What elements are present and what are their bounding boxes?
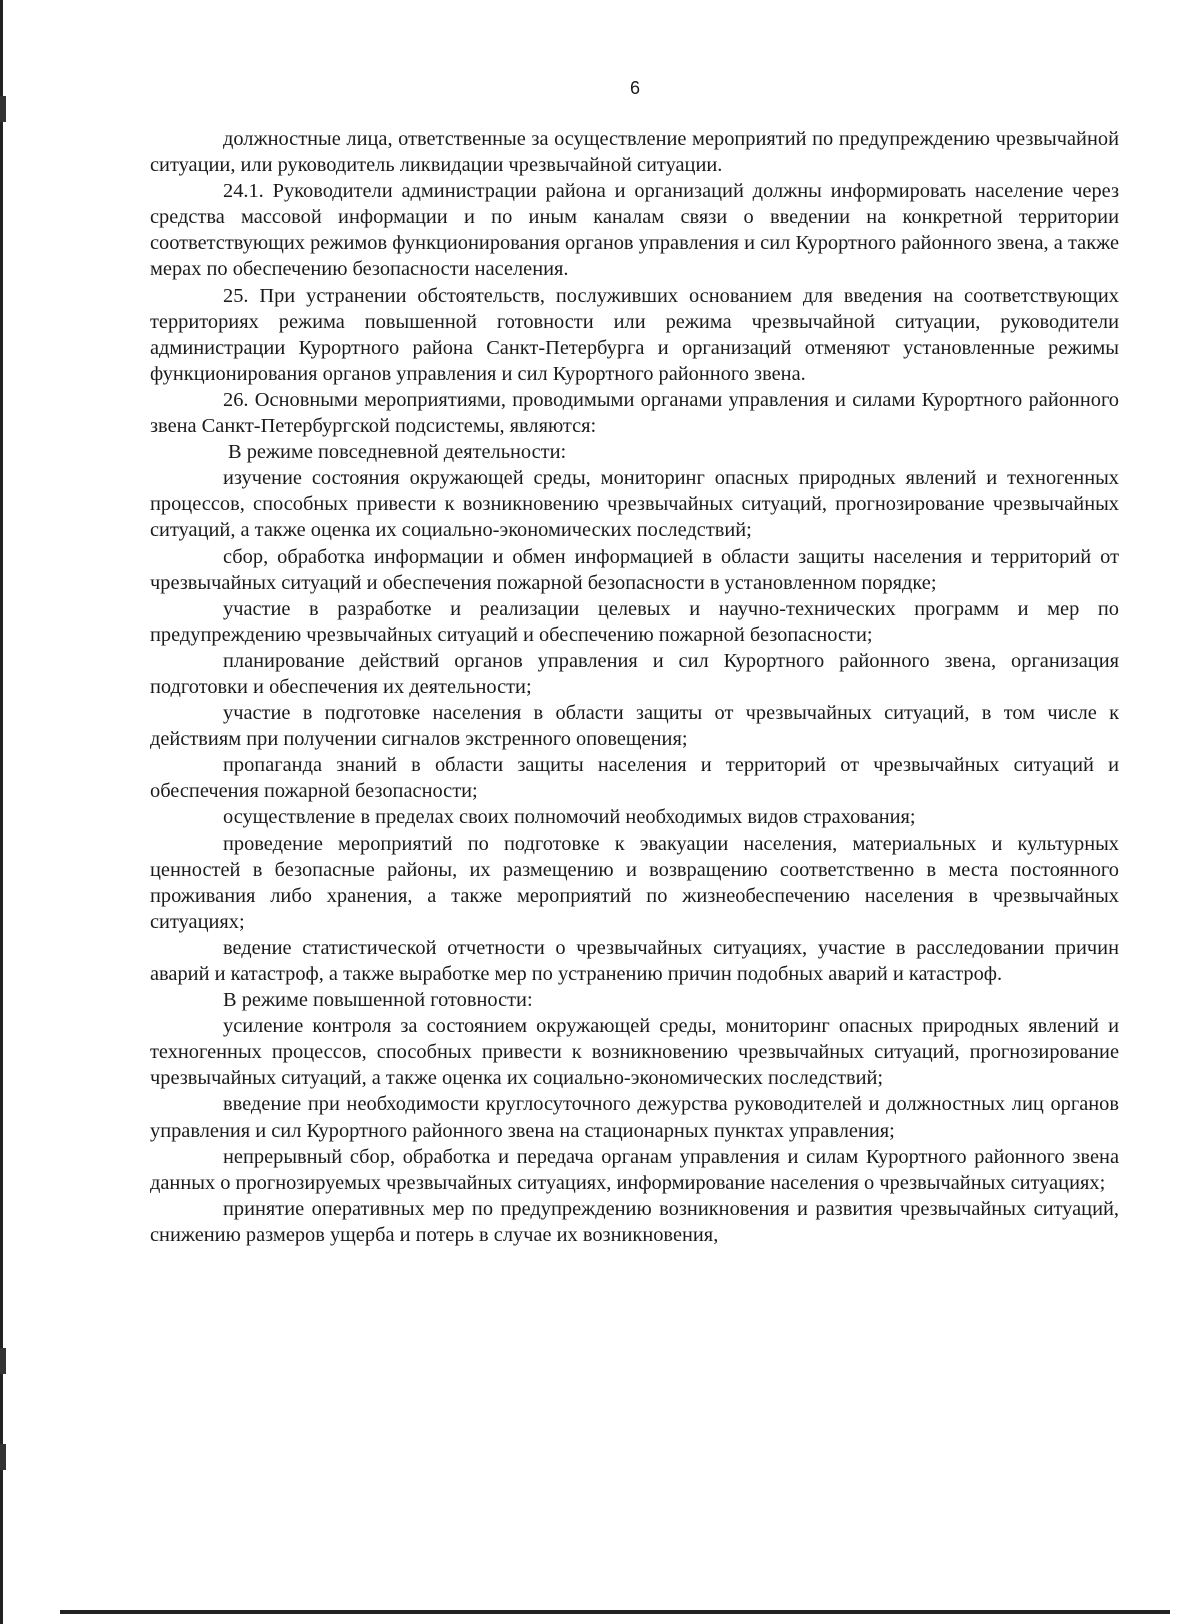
list-item: введение при необходимости круглосуточного дежурства руководителей и должностных лиц органов управления и сил Курортного районного звена на стационарных пунктах управления; [150,1093,1119,1142]
list-item: осуществление в пределах своих полномочий необходимых видов страхования; [223,806,916,829]
list-item: участие в разработке и реализации целевых и научно-технических программ и мер по предупреждению чрезвычайных ситуаций и обеспечению пожарной безопасности; [150,597,1119,646]
list-item: непрерывный сбор, обработка и передача органам управления и силам Курортного районного звена данных о прогнозируемых чрезвычайных ситуациях, информирование населения о чрезвычайных ситуациях; [150,1145,1119,1194]
page-number: 6 [629,78,640,98]
list-item: участие в подготовке населения в области защиты от чрезвычайных ситуаций, в том числе к действиям при получении сигналов экстренного оповещения; [150,702,1119,751]
document-body [150,126,1119,1248]
list-item: проведение мероприятий по подготовке к эвакуации населения, материальных и культурных ценностей в безопасные районы, их размещению и возвращению соответственно в места постоянного проживания либо хранения, а также мероприятий по жизнеобеспечению населения в чрезвычайных ситуациях; [150,832,1119,933]
list-item: принятие оперативных мер по предупреждению возникновения и развития чрезвычайных ситуаций, снижению размеров ущерба и потерь в случае их возникновения, [150,1197,1119,1246]
paragraph: 24.1. Руководители администрации района и организаций должны информировать население через средства массовой информации и по иным каналам связи о введении на конкретной территории соответствующих режимов функционирования органов управления и сил Курортного районного звена, а также мерах по обеспечению безопасности населения. [150,180,1119,281]
paragraph: 26. Основными мероприятиями, проводимыми органами управления и силами Курортного районного звена Санкт-Петербургской подсистемы, являются: [150,388,1119,438]
scan-mark [0,96,6,122]
list-item: сбор, обработка информации и обмен информацией в области защиты населения и территорий от чрезвычайных ситуаций и обеспечения пожарной безопасности в установленном порядке; [150,545,1119,594]
list-item: ведение статистической отчетности о чрезвычайных ситуациях, участие в расследовании причин аварий и катастроф, а также выработке мер по устранению причин подобных аварий и катастроф. [150,936,1119,985]
paragraph: 25. При устранении обстоятельств, послуживших основанием для введения на соответствующих территориях режима повышенной готовности или режима чрезвычайной ситуации, руководители администрации Курортного района Санкт-Петербурга и организаций отменяют установленные режимы функционирования органов управления и сил Курортного районного звена. [150,284,1119,385]
section-heading: В режиме повышенной готовности: [223,989,533,1012]
list-item: изучение состояния окружающей среды, мониторинг опасных природных явлений и техногенных процессов, способных привести к возникновению чрезвычайных ситуаций, прогнозирование чрезвычайных ситуаций, а также оценка их социально-экономических последствий; [150,467,1119,542]
list-item: пропаганда знаний в области защиты населения и территорий от чрезвычайных ситуаций и обеспечения пожарной безопасности; [150,754,1119,803]
list-item: усиление контроля за состоянием окружающей среды, мониторинг опасных природных явлений и техногенных процессов, способных привести к возникновению чрезвычайных ситуаций, прогнозирование чрезвычайных ситуаций, а также оценка их социально-экономических последствий; [150,1015,1119,1090]
scan-left-edge [0,0,3,1624]
scan-mark [0,1348,6,1374]
scan-mark [0,1444,6,1470]
section-heading: В режиме повседневной деятельности: [228,441,567,464]
scan-bottom-edge [60,1610,1170,1614]
paragraph: должностные лица, ответственные за осуществление мероприятий по предупреждению чрезвычайной ситуации, или руководитель ликвидации чрезвычайной ситуации. [150,128,1119,177]
list-item: планирование действий органов управления и сил Курортного районного звена, организация подготовки и обеспечения их деятельности; [150,649,1119,698]
